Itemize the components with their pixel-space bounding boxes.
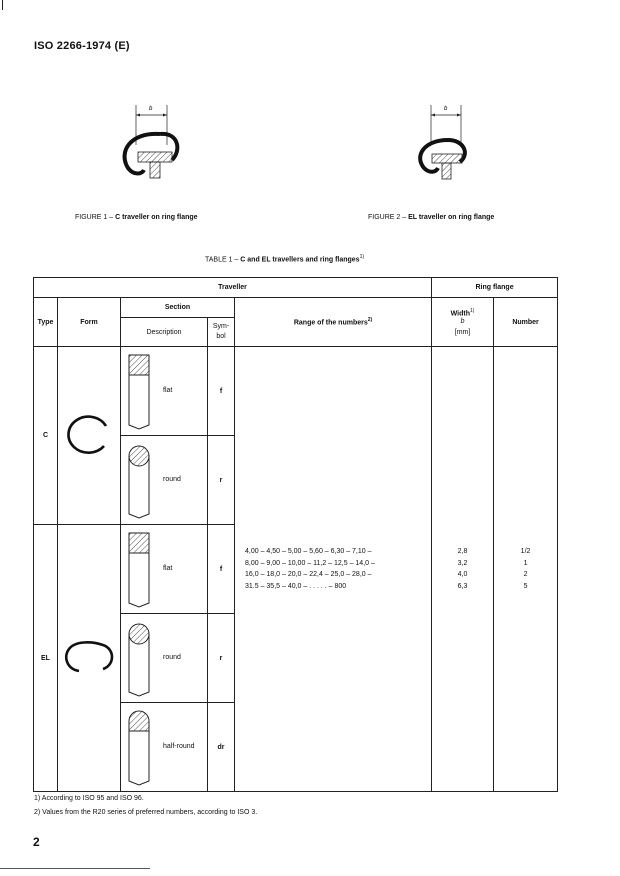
margin-mark xyxy=(2,0,3,10)
type-c: C xyxy=(34,347,58,525)
section-cell xyxy=(121,703,208,792)
flat-section-icon xyxy=(127,531,155,609)
flat-section-icon xyxy=(127,353,155,431)
header-ring-flange: Ring flange xyxy=(432,278,558,298)
range-cell xyxy=(235,347,432,792)
header-width-text: Width xyxy=(450,310,470,318)
sym-c-round: r xyxy=(208,436,235,525)
header-width-var: b xyxy=(460,317,465,325)
table-title-sup: 1) xyxy=(359,254,365,260)
header-range xyxy=(235,298,432,347)
figure-2-dim: b xyxy=(444,106,448,112)
range-line: 4,00 – 4,50 – 5,00 – 5,60 – 6,30 – 7,10 – xyxy=(245,548,372,555)
width-values: 2,8 3,2 4,0 6,3 xyxy=(432,347,494,792)
number-values: 1/2 1 2 5 xyxy=(494,347,558,792)
header-traveller: Traveller xyxy=(34,278,432,298)
sym-el-half-round: dr xyxy=(208,703,235,792)
section-cell xyxy=(121,436,208,525)
figure-1-dim: b xyxy=(149,106,153,112)
sym-el-round: r xyxy=(208,614,235,703)
header-width-sup: 1) xyxy=(470,308,475,315)
round-section-icon xyxy=(127,620,155,698)
range-line: 8,00 – 9,00 – 10,00 – 11,2 – 12,5 – 14,0 – xyxy=(245,559,375,567)
range-line: 31.5 – 35,5 – 40,0 – . . . . . – 800 xyxy=(245,582,347,590)
type-el: EL xyxy=(34,525,58,792)
table-title: C and EL travellers and ring flanges xyxy=(240,256,360,264)
document-header: ISO 2266-1974 (E) xyxy=(34,40,130,52)
c-form-icon xyxy=(62,408,116,462)
header-range-text: Range of the numbers xyxy=(293,319,368,327)
header-number: Number xyxy=(494,298,558,347)
header-width xyxy=(432,298,494,347)
desc-el-flat: flat xyxy=(163,565,173,572)
sym-c-flat: f xyxy=(208,347,235,436)
header-type: Type xyxy=(34,298,58,347)
half-round-section-icon xyxy=(127,709,155,787)
header-width-unit: [mm] xyxy=(454,328,471,336)
footnote-2: 2) Values from the R20 series of preferred numbers, according to ISO 3. xyxy=(34,809,258,816)
figure-2-label: FIGURE 2 – xyxy=(368,214,409,221)
sym-el-flat: f xyxy=(208,525,235,614)
form-c xyxy=(58,347,121,525)
desc-c-round: round xyxy=(163,476,181,483)
table-caption xyxy=(205,254,364,263)
page-number: 2 xyxy=(33,835,40,849)
section-cell xyxy=(121,614,208,703)
header-range-sup: 2) xyxy=(367,317,373,324)
figure-1-caption xyxy=(75,214,198,221)
figure-2-title: EL traveller on ring flange xyxy=(408,214,495,221)
bottom-rule xyxy=(0,868,150,869)
form-el xyxy=(58,525,121,792)
el-form-icon xyxy=(61,637,117,677)
header-section: Section xyxy=(121,298,235,318)
header-description: Description xyxy=(121,318,208,347)
header-form: Form xyxy=(58,298,121,347)
figure-1-drawing xyxy=(100,100,210,185)
figure-1-title: C traveller on ring flange xyxy=(115,214,198,221)
section-cell xyxy=(121,525,208,614)
traveller-table xyxy=(33,277,558,792)
desc-c-flat: flat xyxy=(163,387,173,394)
table-label: TABLE 1 – xyxy=(205,256,241,264)
figure-2-drawing xyxy=(400,100,490,185)
footnote-1: 1) According to ISO 95 and ISO 96. xyxy=(34,795,144,802)
round-section-icon xyxy=(127,442,155,520)
figure-2-caption xyxy=(368,214,494,221)
figure-1-label: FIGURE 1 – xyxy=(75,214,116,221)
desc-el-half-round: half-round xyxy=(163,743,195,750)
header-symbol: Sym-bol xyxy=(208,318,235,347)
desc-el-round: round xyxy=(163,654,181,661)
section-cell xyxy=(121,347,208,436)
range-line: 16,0 – 18,0 – 20,0 – 22,4 – 25,0 – 28,0 – xyxy=(245,571,372,578)
